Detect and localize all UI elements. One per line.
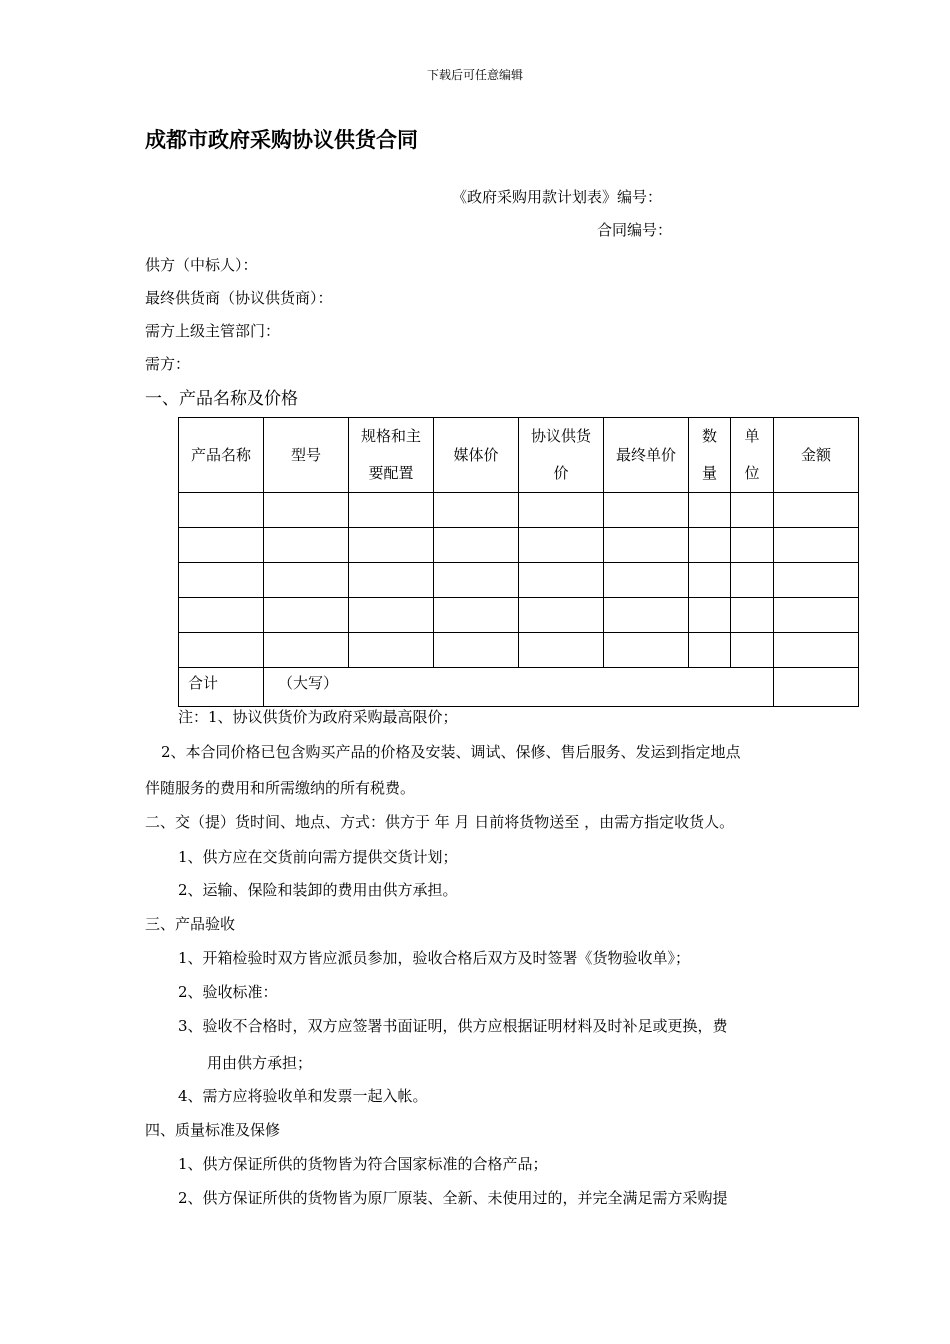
table-cell[interactable] [604, 528, 689, 563]
table-cell[interactable] [349, 528, 434, 563]
table-row [179, 633, 859, 668]
header-spec: 规格和主 要配置 [349, 418, 434, 493]
table-cell[interactable] [264, 528, 349, 563]
header-model: 型号 [264, 418, 349, 493]
note-2-line-1: 2、本合同价格已包含购买产品的价格及安装、调试、保修、售后服务、发运到指定地点 [161, 743, 741, 761]
table-total-row [179, 668, 859, 707]
total-amount-field[interactable] [774, 668, 859, 707]
table-cell[interactable] [349, 563, 434, 598]
table-cell[interactable] [731, 598, 774, 633]
table-cell[interactable] [179, 563, 264, 598]
buyer-label: 需方： [145, 355, 191, 373]
total-uppercase-field[interactable]: （大写） [264, 668, 774, 707]
section2-item-1: 1、供方应在交货前向需方提供交货计划； [178, 848, 458, 866]
table-row [179, 598, 859, 633]
section4-item-1: 1、供方保证所供的货物皆为符合国家标准的合格产品； [178, 1155, 548, 1173]
document-title: 成都市政府采购协议供货合同 [145, 127, 418, 152]
table-cell[interactable] [434, 563, 519, 598]
section3-item-4: 4、需方应将验收单和发票一起入帐。 [178, 1087, 428, 1105]
table-cell[interactable] [731, 633, 774, 668]
table-cell[interactable] [604, 598, 689, 633]
section3-item-3: 3、验收不合格时，双方应签署书面证明，供方应根据证明材料及时补足或更换，费 [178, 1017, 728, 1035]
table-row [179, 493, 859, 528]
section3-item-3-cont: 用由供方承担； [207, 1054, 313, 1072]
table-cell[interactable] [689, 493, 731, 528]
contract-number-label: 合同编号： [597, 221, 673, 239]
table-cell[interactable] [349, 493, 434, 528]
supplier-label: 供方（中标人）： [145, 256, 258, 274]
table-cell[interactable] [604, 633, 689, 668]
table-cell[interactable] [349, 633, 434, 668]
section2-item-2: 2、运输、保险和装卸的费用由供方承担。 [178, 881, 458, 899]
table-row [179, 528, 859, 563]
header-agreement-price: 协议供货 价 [519, 418, 604, 493]
table-header-row [179, 418, 859, 493]
section4-item-2: 2、供方保证所供的货物皆为原厂原装、全新、未使用过的，并完全满足需方采购提 [178, 1189, 728, 1207]
section1-heading: 一、产品名称及价格 [145, 389, 298, 409]
table-cell[interactable] [774, 493, 859, 528]
table-cell[interactable] [519, 598, 604, 633]
table-cell[interactable] [264, 633, 349, 668]
table-cell[interactable] [434, 528, 519, 563]
table-cell[interactable] [604, 563, 689, 598]
table-cell[interactable] [731, 493, 774, 528]
superior-dept-label: 需方上级主管部门： [145, 322, 281, 340]
table-cell[interactable] [689, 633, 731, 668]
table-cell[interactable] [264, 598, 349, 633]
product-price-table [178, 417, 859, 707]
header-unit: 单 位 [731, 418, 774, 493]
table-cell[interactable] [179, 633, 264, 668]
header-product-name: 产品名称 [179, 418, 264, 493]
table-cell[interactable] [264, 563, 349, 598]
table-cell[interactable] [434, 633, 519, 668]
section2-heading: 二、交（提）货时间、地点、方式：供方于 年 月 日前将货物送至 ，由需方指定收货人。 [145, 813, 735, 831]
table-cell[interactable] [519, 563, 604, 598]
table-cell[interactable] [774, 563, 859, 598]
table-cell[interactable] [179, 493, 264, 528]
table-cell[interactable] [731, 563, 774, 598]
table-cell[interactable] [774, 528, 859, 563]
plan-number-label: 《政府采购用款计划表》编号： [452, 188, 663, 206]
header-media-price: 媒体价 [434, 418, 519, 493]
header-amount: 金额 [774, 418, 859, 493]
final-supplier-label: 最终供货商（协议供货商）： [145, 289, 333, 307]
section3-item-2: 2、验收标准： [178, 983, 278, 1001]
total-label: 合计 [179, 668, 264, 707]
table-cell[interactable] [604, 493, 689, 528]
table-cell[interactable] [689, 598, 731, 633]
table-cell[interactable] [349, 598, 434, 633]
note-1: 注：1、协议供货价为政府采购最高限价； [178, 708, 458, 726]
table-cell[interactable] [434, 493, 519, 528]
table-cell[interactable] [434, 598, 519, 633]
table-cell[interactable] [689, 528, 731, 563]
table-cell[interactable] [179, 528, 264, 563]
table-cell[interactable] [519, 528, 604, 563]
table-cell[interactable] [179, 598, 264, 633]
section4-heading: 四、质量标准及保修 [145, 1121, 281, 1139]
header-quantity: 数 量 [689, 418, 731, 493]
table-cell[interactable] [519, 633, 604, 668]
table-cell[interactable] [519, 493, 604, 528]
table-cell[interactable] [264, 493, 349, 528]
table-cell[interactable] [774, 633, 859, 668]
header-final-unit-price: 最终单价 [604, 418, 689, 493]
note-2-line-2: 伴随服务的费用和所需缴纳的所有税费。 [145, 779, 416, 797]
table-cell[interactable] [689, 563, 731, 598]
header-note: 下载后可任意编辑 [426, 68, 523, 82]
table-cell[interactable] [774, 598, 859, 633]
table-row [179, 563, 859, 598]
section3-item-1: 1、开箱检验时双方皆应派员参加，验收合格后双方及时签署《货物验收单》； [178, 949, 691, 967]
table-cell[interactable] [731, 528, 774, 563]
section3-heading: 三、产品验收 [145, 915, 236, 933]
